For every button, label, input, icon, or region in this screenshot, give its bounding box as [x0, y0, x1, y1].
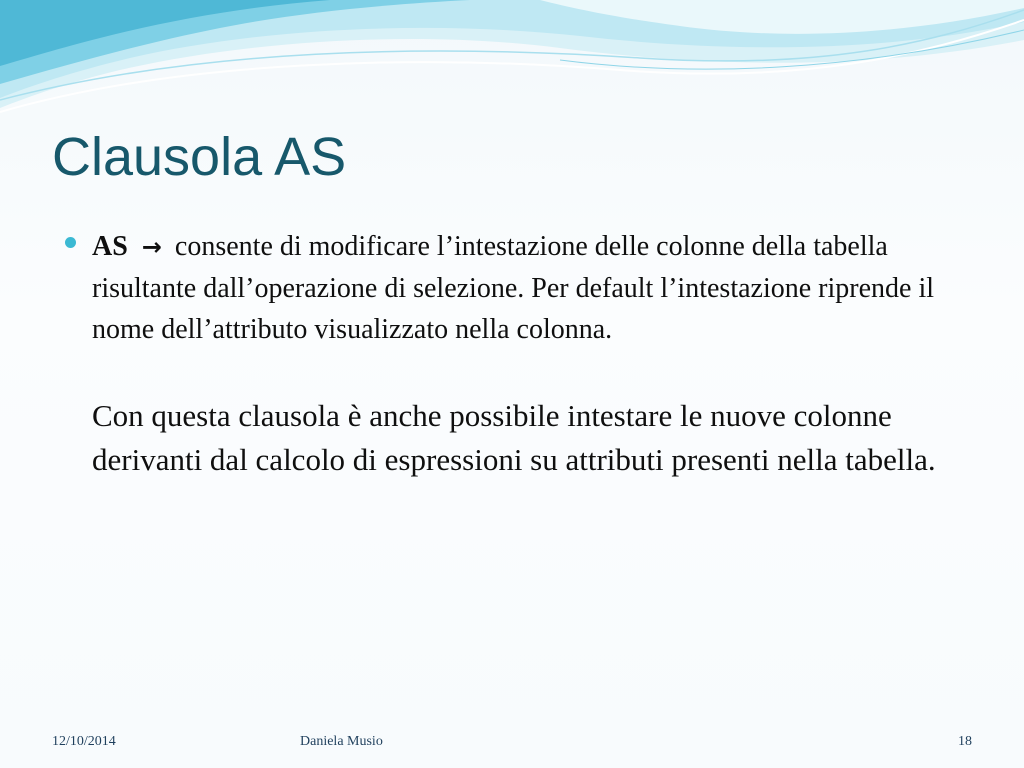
right-arrow-icon: →	[141, 233, 162, 261]
slide-body	[92, 226, 972, 482]
bullet-dot-icon	[65, 237, 76, 248]
header-wave-decoration	[0, 0, 1024, 120]
slide-title: Clausola AS	[52, 127, 347, 187]
bullet-keyword: AS	[92, 231, 128, 262]
footer-author: Daniela Musio	[300, 734, 383, 749]
bullet-text: consente di modificare l’intestazione delle colonne della tabella risultante dall’operazione di selezione. Per default l’intestazione riprende il nome dell’attributo visualizzato nella colonna.	[92, 231, 934, 345]
second-paragraph: Con questa clausola è anche possibile intestare le nuove colonne derivanti dal calcolo di espressioni su attributi presenti nella tabella.	[92, 398, 936, 477]
footer-page-number: 18	[958, 734, 972, 749]
footer-date: 12/10/2014	[52, 734, 116, 749]
bullet-paragraph	[92, 226, 972, 350]
